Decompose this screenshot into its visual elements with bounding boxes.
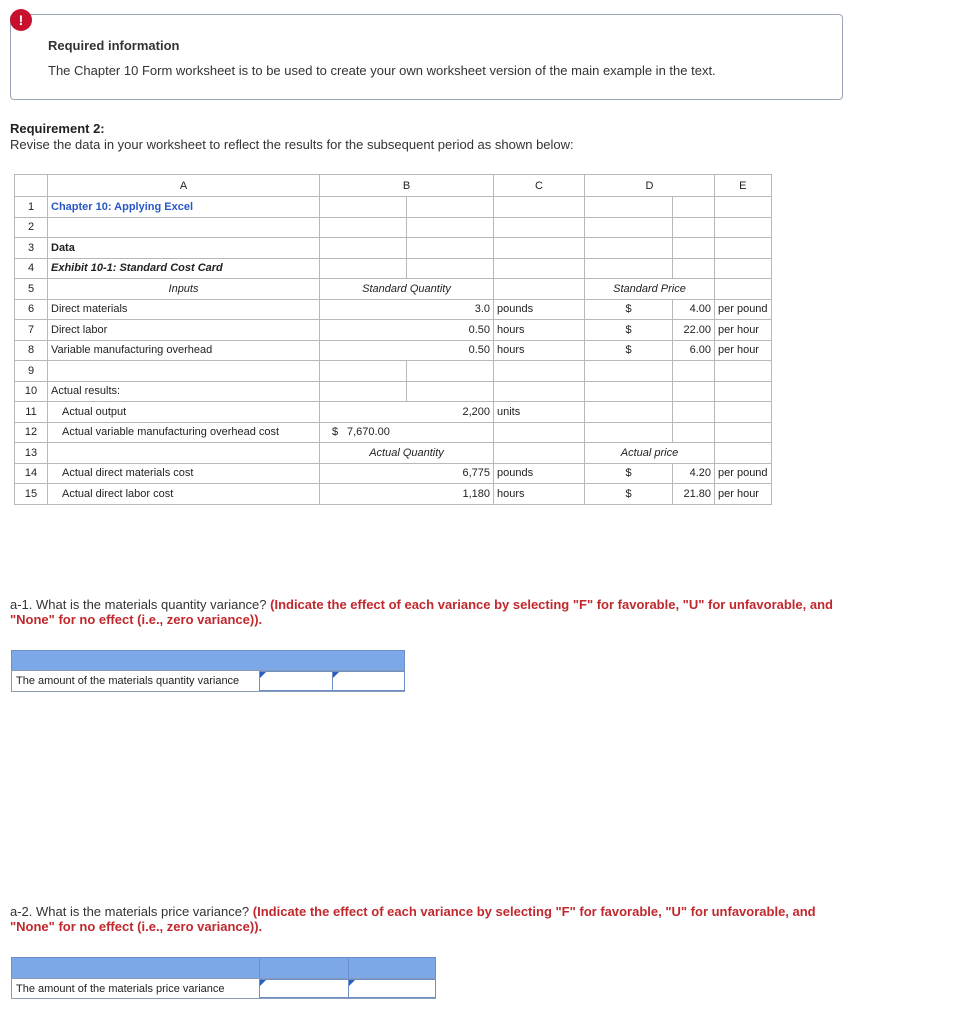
question-a2-instruction: (Indicate the effect of each variance by selecting "F" for favorable, "U" for unfavorable, and "None" for no effect (i.e., zero variance)). bbox=[10, 904, 816, 934]
row-number: 8 bbox=[15, 340, 48, 361]
act-quantity: 1,180 bbox=[320, 484, 494, 505]
question-a1-prefix: a-1. What is the materials quantity variance? bbox=[10, 597, 271, 612]
question-a1 bbox=[10, 597, 850, 627]
info-title: Required information bbox=[48, 38, 180, 53]
std-price-unit: per hour bbox=[715, 340, 772, 361]
std-row-label: Direct materials bbox=[48, 299, 320, 320]
row-number: 3 bbox=[15, 238, 48, 259]
column-header-a: A bbox=[48, 175, 320, 197]
table-row bbox=[15, 443, 772, 464]
table-row bbox=[15, 217, 772, 238]
materials-quantity-variance-effect-select[interactable] bbox=[332, 671, 405, 691]
std-quantity: 3.0 bbox=[320, 299, 494, 320]
row-number: 2 bbox=[15, 217, 48, 238]
table-row bbox=[15, 258, 772, 279]
row-number: 4 bbox=[15, 258, 48, 279]
std-row-label: Direct labor bbox=[48, 320, 320, 341]
std-quantity: 0.50 bbox=[320, 320, 494, 341]
answer-table-a2-header bbox=[11, 957, 436, 979]
currency-symbol: $ bbox=[585, 320, 673, 341]
std-price: 22.00 bbox=[673, 320, 715, 341]
input-flag-icon bbox=[260, 980, 266, 986]
column-header-row bbox=[15, 175, 772, 197]
act-quantity-unit: pounds bbox=[494, 463, 585, 484]
act-quantity-unit: hours bbox=[494, 484, 585, 505]
required-information-box bbox=[10, 14, 843, 100]
act-quantity: 6,775 bbox=[320, 463, 494, 484]
table-row bbox=[15, 422, 772, 443]
column-header-c: C bbox=[494, 175, 585, 197]
row-number: 7 bbox=[15, 320, 48, 341]
std-quantity-unit: hours bbox=[494, 320, 585, 341]
inputs-label: Inputs bbox=[48, 279, 320, 300]
requirement-title: Requirement 2: bbox=[10, 121, 105, 136]
requirement-text: Revise the data in your worksheet to reflect the results for the subsequent period as shown below: bbox=[10, 137, 574, 152]
materials-price-variance-effect-select[interactable] bbox=[348, 979, 436, 998]
materials-quantity-variance-label: The amount of the materials quantity variance bbox=[16, 675, 240, 687]
table-row bbox=[15, 279, 772, 300]
act-price-unit: per pound bbox=[715, 463, 772, 484]
input-flag-icon bbox=[333, 672, 339, 678]
actual-output-unit: units bbox=[494, 402, 585, 423]
row-number: 6 bbox=[15, 299, 48, 320]
actual-output-value: 2,200 bbox=[320, 402, 494, 423]
currency-symbol: $ bbox=[585, 340, 673, 361]
actual-output-label: Actual output bbox=[48, 402, 320, 423]
row-number: 5 bbox=[15, 279, 48, 300]
std-quantity-unit: hours bbox=[494, 340, 585, 361]
answer-table-a1-row bbox=[11, 670, 405, 692]
actual-vmo-label: Actual variable manufacturing overhead cost bbox=[48, 422, 320, 443]
actual-vmo-amount: 7,670.00 bbox=[347, 426, 390, 439]
materials-price-variance-amount-input[interactable] bbox=[259, 979, 349, 998]
std-quantity-unit: pounds bbox=[494, 299, 585, 320]
question-a2-prefix: a-2. What is the materials price variance? bbox=[10, 904, 253, 919]
row-number: 1 bbox=[15, 197, 48, 218]
act-price: 21.80 bbox=[673, 484, 715, 505]
table-row bbox=[15, 340, 772, 361]
row-number: 10 bbox=[15, 381, 48, 402]
act-row-label: Actual direct labor cost bbox=[48, 484, 320, 505]
table-row bbox=[15, 402, 772, 423]
act-price: 4.20 bbox=[673, 463, 715, 484]
row-number: 15 bbox=[15, 484, 48, 505]
std-price-unit: per pound bbox=[715, 299, 772, 320]
std-price-unit: per hour bbox=[715, 320, 772, 341]
act-price-unit: per hour bbox=[715, 484, 772, 505]
info-text: The Chapter 10 Form worksheet is to be used to create your own worksheet version of the main example in the text. bbox=[48, 63, 716, 78]
column-header-d: D bbox=[585, 175, 715, 197]
standard-quantity-header: Standard Quantity bbox=[320, 279, 494, 300]
corner-cell bbox=[15, 175, 48, 197]
column-header-b: B bbox=[320, 175, 494, 197]
table-row bbox=[15, 361, 772, 382]
row-number: 12 bbox=[15, 422, 48, 443]
table-row bbox=[15, 381, 772, 402]
actual-results-label: Actual results: bbox=[48, 381, 320, 402]
row-number: 11 bbox=[15, 402, 48, 423]
sheet-title: Chapter 10: Applying Excel bbox=[48, 197, 320, 218]
actual-vmo-value bbox=[320, 422, 494, 443]
standard-price-header: Standard Price bbox=[585, 279, 715, 300]
question-a2 bbox=[10, 904, 850, 934]
std-price: 6.00 bbox=[673, 340, 715, 361]
table-row bbox=[15, 299, 772, 320]
alert-icon: ! bbox=[10, 9, 32, 31]
data-label: Data bbox=[48, 238, 320, 259]
answer-table-a2-row bbox=[11, 978, 436, 999]
std-price: 4.00 bbox=[673, 299, 715, 320]
input-flag-icon bbox=[260, 672, 266, 678]
input-flag-icon bbox=[349, 980, 355, 986]
act-row-label: Actual direct materials cost bbox=[48, 463, 320, 484]
actual-quantity-header: Actual Quantity bbox=[320, 443, 494, 464]
currency-symbol: $ bbox=[585, 484, 673, 505]
question-a1-instruction: (Indicate the effect of each variance by selecting "F" for favorable, "U" for unfavorable, and "None" for no effect (i.e., zero variance)). bbox=[10, 597, 833, 627]
materials-price-variance-label: The amount of the materials price variance bbox=[16, 983, 225, 995]
worksheet-table bbox=[14, 174, 772, 505]
row-number: 14 bbox=[15, 463, 48, 484]
currency-symbol: $ bbox=[331, 426, 339, 439]
currency-symbol: $ bbox=[585, 463, 673, 484]
table-row bbox=[15, 320, 772, 341]
table-row bbox=[15, 484, 772, 505]
table-row bbox=[15, 238, 772, 259]
std-quantity: 0.50 bbox=[320, 340, 494, 361]
row-number: 13 bbox=[15, 443, 48, 464]
column-header-e: E bbox=[715, 175, 772, 197]
table-row bbox=[15, 463, 772, 484]
currency-symbol: $ bbox=[585, 299, 673, 320]
table-row bbox=[15, 197, 772, 218]
materials-quantity-variance-amount-input[interactable] bbox=[259, 671, 333, 691]
answer-table-a1-header bbox=[11, 650, 405, 671]
exhibit-label: Exhibit 10-1: Standard Cost Card bbox=[48, 258, 320, 279]
row-number: 9 bbox=[15, 361, 48, 382]
std-row-label: Variable manufacturing overhead bbox=[48, 340, 320, 361]
actual-price-header: Actual price bbox=[585, 443, 715, 464]
